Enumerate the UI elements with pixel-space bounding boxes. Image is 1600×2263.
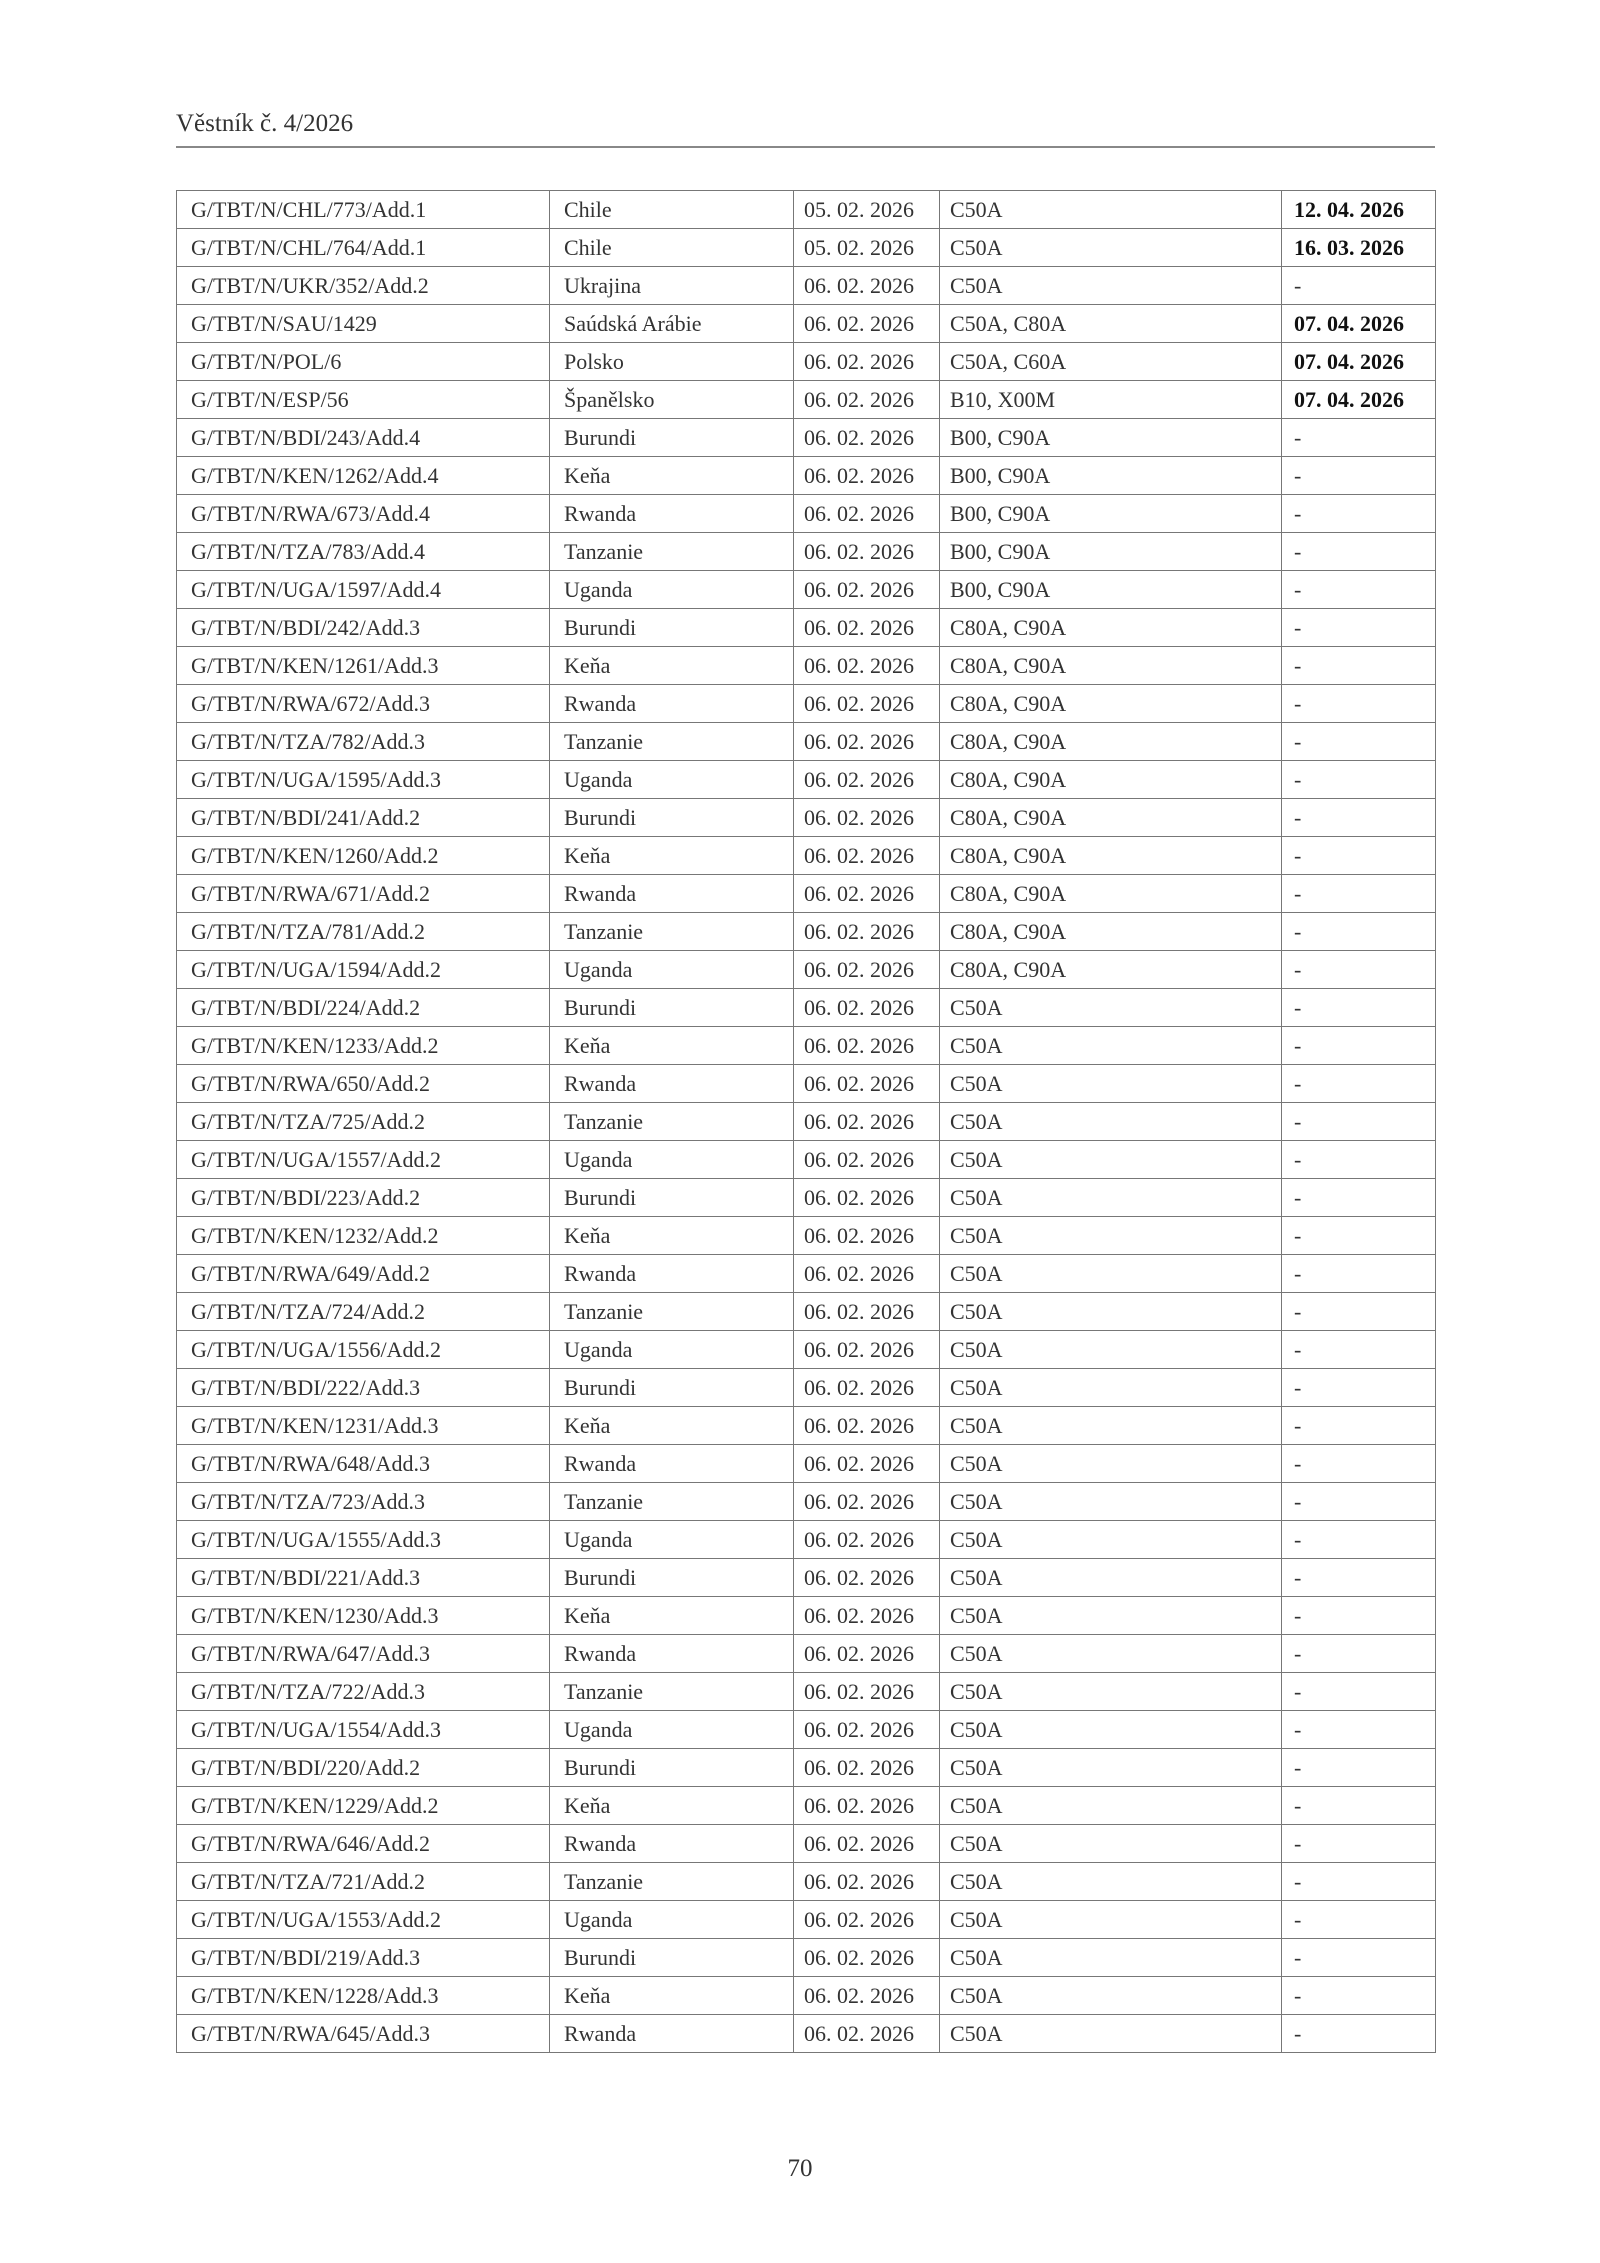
document-symbol-cell: G/TBT/N/KEN/1233/Add.2 — [177, 1027, 550, 1065]
table-row — [177, 1597, 1436, 1635]
comment-deadline-cell: - — [1282, 1103, 1436, 1141]
table-row — [177, 1141, 1436, 1179]
classification-codes-cell: C80A, C90A — [940, 837, 1282, 875]
classification-codes-cell: C50A — [940, 1065, 1282, 1103]
table-row — [177, 1065, 1436, 1103]
comment-deadline-cell: - — [1282, 1065, 1436, 1103]
document-symbol-cell: G/TBT/N/UGA/1553/Add.2 — [177, 1901, 550, 1939]
member-country-cell: Tanzanie — [550, 1483, 794, 1521]
table-row — [177, 1483, 1436, 1521]
table-row — [177, 1445, 1436, 1483]
table-row — [177, 1179, 1436, 1217]
comment-deadline-cell: - — [1282, 799, 1436, 837]
document-symbol-cell: G/TBT/N/BDI/224/Add.2 — [177, 989, 550, 1027]
member-country-cell: Burundi — [550, 1939, 794, 1977]
table-row — [177, 1711, 1436, 1749]
comment-deadline-cell: - — [1282, 989, 1436, 1027]
notification-date-cell: 06. 02. 2026 — [794, 1445, 940, 1483]
notification-date-cell: 06. 02. 2026 — [794, 1483, 940, 1521]
classification-codes-cell: C50A — [940, 1901, 1282, 1939]
document-symbol-cell: G/TBT/N/KEN/1261/Add.3 — [177, 647, 550, 685]
classification-codes-cell: C50A — [940, 1293, 1282, 1331]
comment-deadline-cell: - — [1282, 723, 1436, 761]
member-country-cell: Keňa — [550, 1787, 794, 1825]
member-country-cell: Tanzanie — [550, 533, 794, 571]
member-country-cell: Rwanda — [550, 1825, 794, 1863]
notification-date-cell: 06. 02. 2026 — [794, 1711, 940, 1749]
classification-codes-cell: B00, C90A — [940, 571, 1282, 609]
comment-deadline-cell: - — [1282, 267, 1436, 305]
table-row — [177, 1331, 1436, 1369]
comment-deadline-cell: - — [1282, 1179, 1436, 1217]
table-row — [177, 1787, 1436, 1825]
member-country-cell: Rwanda — [550, 1065, 794, 1103]
member-country-cell: Uganda — [550, 761, 794, 799]
classification-codes-cell: C50A — [940, 191, 1282, 229]
notification-date-cell: 06. 02. 2026 — [794, 1521, 940, 1559]
comment-deadline-cell: 16. 03. 2026 — [1282, 229, 1436, 267]
table-row — [177, 1293, 1436, 1331]
comment-deadline-cell: - — [1282, 1521, 1436, 1559]
classification-codes-cell: C50A — [940, 1331, 1282, 1369]
notification-date-cell: 06. 02. 2026 — [794, 343, 940, 381]
comment-deadline-cell: - — [1282, 1825, 1436, 1863]
member-country-cell: Tanzanie — [550, 1103, 794, 1141]
document-symbol-cell: G/TBT/N/KEN/1230/Add.3 — [177, 1597, 550, 1635]
classification-codes-cell: C50A — [940, 1179, 1282, 1217]
document-symbol-cell: G/TBT/N/TZA/723/Add.3 — [177, 1483, 550, 1521]
classification-codes-cell: C50A — [940, 1673, 1282, 1711]
comment-deadline-cell: - — [1282, 761, 1436, 799]
member-country-cell: Burundi — [550, 1749, 794, 1787]
table-row — [177, 913, 1436, 951]
table-row — [177, 1027, 1436, 1065]
document-symbol-cell: G/TBT/N/RWA/648/Add.3 — [177, 1445, 550, 1483]
document-symbol-cell: G/TBT/N/BDI/243/Add.4 — [177, 419, 550, 457]
notification-date-cell: 06. 02. 2026 — [794, 1635, 940, 1673]
notification-date-cell: 06. 02. 2026 — [794, 1141, 940, 1179]
table-row — [177, 1407, 1436, 1445]
member-country-cell: Burundi — [550, 989, 794, 1027]
member-country-cell: Uganda — [550, 571, 794, 609]
comment-deadline-cell: - — [1282, 1217, 1436, 1255]
document-symbol-cell: G/TBT/N/SAU/1429 — [177, 305, 550, 343]
member-country-cell: Rwanda — [550, 875, 794, 913]
table-row — [177, 951, 1436, 989]
member-country-cell: Chile — [550, 191, 794, 229]
classification-codes-cell: C50A — [940, 1635, 1282, 1673]
notification-date-cell: 06. 02. 2026 — [794, 1939, 940, 1977]
member-country-cell: Keňa — [550, 1407, 794, 1445]
classification-codes-cell: C50A — [940, 1217, 1282, 1255]
classification-codes-cell: B10, X00M — [940, 381, 1282, 419]
comment-deadline-cell: - — [1282, 1255, 1436, 1293]
member-country-cell: Rwanda — [550, 1445, 794, 1483]
document-symbol-cell: G/TBT/N/BDI/221/Add.3 — [177, 1559, 550, 1597]
notification-date-cell: 06. 02. 2026 — [794, 951, 940, 989]
comment-deadline-cell: - — [1282, 1331, 1436, 1369]
comment-deadline-cell: 07. 04. 2026 — [1282, 381, 1436, 419]
classification-codes-cell: C80A, C90A — [940, 875, 1282, 913]
document-symbol-cell: G/TBT/N/RWA/673/Add.4 — [177, 495, 550, 533]
comment-deadline-cell: - — [1282, 913, 1436, 951]
classification-codes-cell: C50A — [940, 1027, 1282, 1065]
notification-date-cell: 06. 02. 2026 — [794, 647, 940, 685]
notification-date-cell: 06. 02. 2026 — [794, 381, 940, 419]
notification-date-cell: 06. 02. 2026 — [794, 1255, 940, 1293]
notification-date-cell: 06. 02. 2026 — [794, 1787, 940, 1825]
table-row — [177, 761, 1436, 799]
member-country-cell: Burundi — [550, 1559, 794, 1597]
member-country-cell: Rwanda — [550, 1255, 794, 1293]
document-symbol-cell: G/TBT/N/POL/6 — [177, 343, 550, 381]
document-symbol-cell: G/TBT/N/TZA/782/Add.3 — [177, 723, 550, 761]
notification-date-cell: 06. 02. 2026 — [794, 571, 940, 609]
table-row — [177, 1825, 1436, 1863]
member-country-cell: Keňa — [550, 1217, 794, 1255]
classification-codes-cell: C80A, C90A — [940, 647, 1282, 685]
member-country-cell: Keňa — [550, 1597, 794, 1635]
comment-deadline-cell: - — [1282, 1939, 1436, 1977]
document-symbol-cell: G/TBT/N/ESP/56 — [177, 381, 550, 419]
classification-codes-cell: C50A — [940, 229, 1282, 267]
comment-deadline-cell: - — [1282, 1901, 1436, 1939]
notification-date-cell: 06. 02. 2026 — [794, 495, 940, 533]
comment-deadline-cell: - — [1282, 457, 1436, 495]
notification-date-cell: 06. 02. 2026 — [794, 1559, 940, 1597]
member-country-cell: Keňa — [550, 1027, 794, 1065]
comment-deadline-cell: - — [1282, 1445, 1436, 1483]
classification-codes-cell: C50A — [940, 1863, 1282, 1901]
running-header: Věstník č. 4/2026 — [176, 110, 354, 137]
table-row — [177, 1673, 1436, 1711]
table-row — [177, 191, 1436, 229]
comment-deadline-cell: - — [1282, 533, 1436, 571]
classification-codes-cell: B00, C90A — [940, 495, 1282, 533]
document-symbol-cell: G/TBT/N/KEN/1260/Add.2 — [177, 837, 550, 875]
classification-codes-cell: C50A, C80A — [940, 305, 1282, 343]
notification-date-cell: 05. 02. 2026 — [794, 229, 940, 267]
table-row — [177, 533, 1436, 571]
notification-date-cell: 06. 02. 2026 — [794, 685, 940, 723]
comment-deadline-cell: - — [1282, 1711, 1436, 1749]
document-symbol-cell: G/TBT/N/UGA/1556/Add.2 — [177, 1331, 550, 1369]
document-symbol-cell: G/TBT/N/BDI/241/Add.2 — [177, 799, 550, 837]
classification-codes-cell: C80A, C90A — [940, 913, 1282, 951]
document-symbol-cell: G/TBT/N/UGA/1555/Add.3 — [177, 1521, 550, 1559]
document-symbol-cell: G/TBT/N/CHL/773/Add.1 — [177, 191, 550, 229]
table-row — [177, 1977, 1436, 2015]
member-country-cell: Rwanda — [550, 495, 794, 533]
document-symbol-cell: G/TBT/N/TZA/721/Add.2 — [177, 1863, 550, 1901]
classification-codes-cell: C80A, C90A — [940, 799, 1282, 837]
notification-date-cell: 06. 02. 2026 — [794, 1331, 940, 1369]
table-row — [177, 609, 1436, 647]
notification-date-cell: 06. 02. 2026 — [794, 457, 940, 495]
comment-deadline-cell: - — [1282, 875, 1436, 913]
document-symbol-cell: G/TBT/N/TZA/722/Add.3 — [177, 1673, 550, 1711]
document-symbol-cell: G/TBT/N/KEN/1229/Add.2 — [177, 1787, 550, 1825]
table-row — [177, 647, 1436, 685]
comment-deadline-cell: - — [1282, 1749, 1436, 1787]
classification-codes-cell: C50A — [940, 1749, 1282, 1787]
comment-deadline-cell: - — [1282, 1293, 1436, 1331]
table-row — [177, 837, 1436, 875]
comment-deadline-cell: - — [1282, 1863, 1436, 1901]
classification-codes-cell: C80A, C90A — [940, 609, 1282, 647]
classification-codes-cell: C50A — [940, 1711, 1282, 1749]
member-country-cell: Uganda — [550, 1521, 794, 1559]
document-symbol-cell: G/TBT/N/BDI/222/Add.3 — [177, 1369, 550, 1407]
classification-codes-cell: C50A — [940, 1787, 1282, 1825]
classification-codes-cell: C50A — [940, 1407, 1282, 1445]
notification-date-cell: 06. 02. 2026 — [794, 419, 940, 457]
table-row — [177, 305, 1436, 343]
member-country-cell: Chile — [550, 229, 794, 267]
document-symbol-cell: G/TBT/N/RWA/647/Add.3 — [177, 1635, 550, 1673]
comment-deadline-cell: - — [1282, 419, 1436, 457]
table-row — [177, 1369, 1436, 1407]
notification-date-cell: 06. 02. 2026 — [794, 267, 940, 305]
comment-deadline-cell: - — [1282, 495, 1436, 533]
classification-codes-cell: C50A, C60A — [940, 343, 1282, 381]
comment-deadline-cell: - — [1282, 647, 1436, 685]
member-country-cell: Saúdská Arábie — [550, 305, 794, 343]
classification-codes-cell: C50A — [940, 1977, 1282, 2015]
notification-date-cell: 06. 02. 2026 — [794, 305, 940, 343]
notification-date-cell: 06. 02. 2026 — [794, 1103, 940, 1141]
notification-date-cell: 06. 02. 2026 — [794, 1065, 940, 1103]
classification-codes-cell: C80A, C90A — [940, 685, 1282, 723]
notification-date-cell: 06. 02. 2026 — [794, 989, 940, 1027]
classification-codes-cell: C50A — [940, 1939, 1282, 1977]
header-divider — [176, 146, 1435, 148]
table-row — [177, 267, 1436, 305]
classification-codes-cell: C80A, C90A — [940, 761, 1282, 799]
classification-codes-cell: B00, C90A — [940, 533, 1282, 571]
table-row — [177, 2015, 1436, 2053]
table-row — [177, 989, 1436, 1027]
classification-codes-cell: C50A — [940, 1559, 1282, 1597]
notification-date-cell: 06. 02. 2026 — [794, 1027, 940, 1065]
classification-codes-cell: C50A — [940, 2015, 1282, 2053]
notification-date-cell: 06. 02. 2026 — [794, 1407, 940, 1445]
notification-date-cell: 06. 02. 2026 — [794, 1597, 940, 1635]
notification-date-cell: 06. 02. 2026 — [794, 2015, 940, 2053]
document-symbol-cell: G/TBT/N/KEN/1262/Add.4 — [177, 457, 550, 495]
notification-date-cell: 06. 02. 2026 — [794, 761, 940, 799]
document-symbol-cell: G/TBT/N/RWA/649/Add.2 — [177, 1255, 550, 1293]
member-country-cell: Burundi — [550, 609, 794, 647]
notification-date-cell: 06. 02. 2026 — [794, 837, 940, 875]
notification-date-cell: 06. 02. 2026 — [794, 533, 940, 571]
member-country-cell: Uganda — [550, 1901, 794, 1939]
table-row — [177, 1559, 1436, 1597]
document-symbol-cell: G/TBT/N/RWA/650/Add.2 — [177, 1065, 550, 1103]
member-country-cell: Keňa — [550, 1977, 794, 2015]
member-country-cell: Španělsko — [550, 381, 794, 419]
classification-codes-cell: B00, C90A — [940, 457, 1282, 495]
notification-date-cell: 06. 02. 2026 — [794, 799, 940, 837]
document-symbol-cell: G/TBT/N/RWA/671/Add.2 — [177, 875, 550, 913]
table-body — [177, 191, 1436, 2053]
classification-codes-cell: C50A — [940, 1255, 1282, 1293]
notification-date-cell: 06. 02. 2026 — [794, 1749, 940, 1787]
document-symbol-cell: G/TBT/N/UKR/352/Add.2 — [177, 267, 550, 305]
classification-codes-cell: C80A, C90A — [940, 951, 1282, 989]
table-row — [177, 495, 1436, 533]
document-symbol-cell: G/TBT/N/RWA/645/Add.3 — [177, 2015, 550, 2053]
notification-date-cell: 06. 02. 2026 — [794, 1673, 940, 1711]
document-symbol-cell: G/TBT/N/UGA/1595/Add.3 — [177, 761, 550, 799]
notification-date-cell: 06. 02. 2026 — [794, 1901, 940, 1939]
table-row — [177, 1103, 1436, 1141]
comment-deadline-cell: - — [1282, 1787, 1436, 1825]
member-country-cell: Burundi — [550, 1369, 794, 1407]
comment-deadline-cell: 07. 04. 2026 — [1282, 343, 1436, 381]
notification-date-cell: 06. 02. 2026 — [794, 1825, 940, 1863]
document-symbol-cell: G/TBT/N/UGA/1597/Add.4 — [177, 571, 550, 609]
table-row — [177, 1749, 1436, 1787]
member-country-cell: Keňa — [550, 837, 794, 875]
table-row — [177, 1635, 1436, 1673]
classification-codes-cell: C50A — [940, 267, 1282, 305]
comment-deadline-cell: - — [1282, 1369, 1436, 1407]
table-row — [177, 875, 1436, 913]
comment-deadline-cell: 12. 04. 2026 — [1282, 191, 1436, 229]
document-symbol-cell: G/TBT/N/UGA/1557/Add.2 — [177, 1141, 550, 1179]
document-symbol-cell: G/TBT/N/TZA/783/Add.4 — [177, 533, 550, 571]
classification-codes-cell: C50A — [940, 1825, 1282, 1863]
document-symbol-cell: G/TBT/N/UGA/1554/Add.3 — [177, 1711, 550, 1749]
document-symbol-cell: G/TBT/N/KEN/1232/Add.2 — [177, 1217, 550, 1255]
classification-codes-cell: C50A — [940, 1597, 1282, 1635]
member-country-cell: Uganda — [550, 951, 794, 989]
page-number: 70 — [787, 2155, 813, 2182]
classification-codes-cell: C50A — [940, 1369, 1282, 1407]
notification-date-cell: 06. 02. 2026 — [794, 723, 940, 761]
table-row — [177, 457, 1436, 495]
document-symbol-cell: G/TBT/N/KEN/1228/Add.3 — [177, 1977, 550, 2015]
member-country-cell: Rwanda — [550, 2015, 794, 2053]
classification-codes-cell: C50A — [940, 1483, 1282, 1521]
document-symbol-cell: G/TBT/N/TZA/724/Add.2 — [177, 1293, 550, 1331]
member-country-cell: Tanzanie — [550, 1293, 794, 1331]
member-country-cell: Tanzanie — [550, 1673, 794, 1711]
document-symbol-cell: G/TBT/N/BDI/220/Add.2 — [177, 1749, 550, 1787]
member-country-cell: Tanzanie — [550, 913, 794, 951]
member-country-cell: Keňa — [550, 457, 794, 495]
notification-date-cell: 06. 02. 2026 — [794, 609, 940, 647]
member-country-cell: Uganda — [550, 1331, 794, 1369]
comment-deadline-cell: 07. 04. 2026 — [1282, 305, 1436, 343]
member-country-cell: Burundi — [550, 1179, 794, 1217]
document-symbol-cell: G/TBT/N/RWA/646/Add.2 — [177, 1825, 550, 1863]
classification-codes-cell: C50A — [940, 989, 1282, 1027]
table-row — [177, 799, 1436, 837]
member-country-cell: Rwanda — [550, 1635, 794, 1673]
table-row — [177, 343, 1436, 381]
member-country-cell: Rwanda — [550, 685, 794, 723]
document-symbol-cell: G/TBT/N/BDI/219/Add.3 — [177, 1939, 550, 1977]
notification-date-cell: 06. 02. 2026 — [794, 1863, 940, 1901]
document-symbol-cell: G/TBT/N/KEN/1231/Add.3 — [177, 1407, 550, 1445]
comment-deadline-cell: - — [1282, 1635, 1436, 1673]
table-row — [177, 1901, 1436, 1939]
table-row — [177, 1255, 1436, 1293]
document-symbol-cell: G/TBT/N/TZA/781/Add.2 — [177, 913, 550, 951]
table-row — [177, 571, 1436, 609]
classification-codes-cell: C50A — [940, 1521, 1282, 1559]
table-row — [177, 1521, 1436, 1559]
document-symbol-cell: G/TBT/N/BDI/242/Add.3 — [177, 609, 550, 647]
member-country-cell: Tanzanie — [550, 723, 794, 761]
notification-date-cell: 06. 02. 2026 — [794, 1977, 940, 2015]
comment-deadline-cell: - — [1282, 1483, 1436, 1521]
notification-date-cell: 06. 02. 2026 — [794, 1369, 940, 1407]
comment-deadline-cell: - — [1282, 571, 1436, 609]
member-country-cell: Uganda — [550, 1141, 794, 1179]
table-row — [177, 381, 1436, 419]
notification-date-cell: 05. 02. 2026 — [794, 191, 940, 229]
comment-deadline-cell: - — [1282, 1027, 1436, 1065]
comment-deadline-cell: - — [1282, 951, 1436, 989]
notification-date-cell: 06. 02. 2026 — [794, 1179, 940, 1217]
document-symbol-cell: G/TBT/N/TZA/725/Add.2 — [177, 1103, 550, 1141]
member-country-cell: Burundi — [550, 419, 794, 457]
comment-deadline-cell: - — [1282, 837, 1436, 875]
document-symbol-cell: G/TBT/N/RWA/672/Add.3 — [177, 685, 550, 723]
classification-codes-cell: C50A — [940, 1445, 1282, 1483]
comment-deadline-cell: - — [1282, 1559, 1436, 1597]
table-row — [177, 229, 1436, 267]
classification-codes-cell: C80A, C90A — [940, 723, 1282, 761]
notification-date-cell: 06. 02. 2026 — [794, 875, 940, 913]
classification-codes-cell: C50A — [940, 1141, 1282, 1179]
member-country-cell: Burundi — [550, 799, 794, 837]
classification-codes-cell: C50A — [940, 1103, 1282, 1141]
document-symbol-cell: G/TBT/N/BDI/223/Add.2 — [177, 1179, 550, 1217]
member-country-cell: Keňa — [550, 647, 794, 685]
comment-deadline-cell: - — [1282, 1597, 1436, 1635]
member-country-cell: Polsko — [550, 343, 794, 381]
comment-deadline-cell: - — [1282, 685, 1436, 723]
notification-date-cell: 06. 02. 2026 — [794, 913, 940, 951]
notifications-table — [176, 190, 1436, 2053]
member-country-cell: Ukrajina — [550, 267, 794, 305]
comment-deadline-cell: - — [1282, 2015, 1436, 2053]
comment-deadline-cell: - — [1282, 1977, 1436, 2015]
table-row — [177, 685, 1436, 723]
member-country-cell: Uganda — [550, 1711, 794, 1749]
notification-date-cell: 06. 02. 2026 — [794, 1293, 940, 1331]
table-row — [177, 1863, 1436, 1901]
classification-codes-cell: B00, C90A — [940, 419, 1282, 457]
comment-deadline-cell: - — [1282, 1673, 1436, 1711]
document-symbol-cell: G/TBT/N/CHL/764/Add.1 — [177, 229, 550, 267]
comment-deadline-cell: - — [1282, 609, 1436, 647]
table-row — [177, 1217, 1436, 1255]
comment-deadline-cell: - — [1282, 1407, 1436, 1445]
table-row — [177, 1939, 1436, 1977]
document-symbol-cell: G/TBT/N/UGA/1594/Add.2 — [177, 951, 550, 989]
table-row — [177, 419, 1436, 457]
notification-date-cell: 06. 02. 2026 — [794, 1217, 940, 1255]
member-country-cell: Tanzanie — [550, 1863, 794, 1901]
comment-deadline-cell: - — [1282, 1141, 1436, 1179]
table-row — [177, 723, 1436, 761]
